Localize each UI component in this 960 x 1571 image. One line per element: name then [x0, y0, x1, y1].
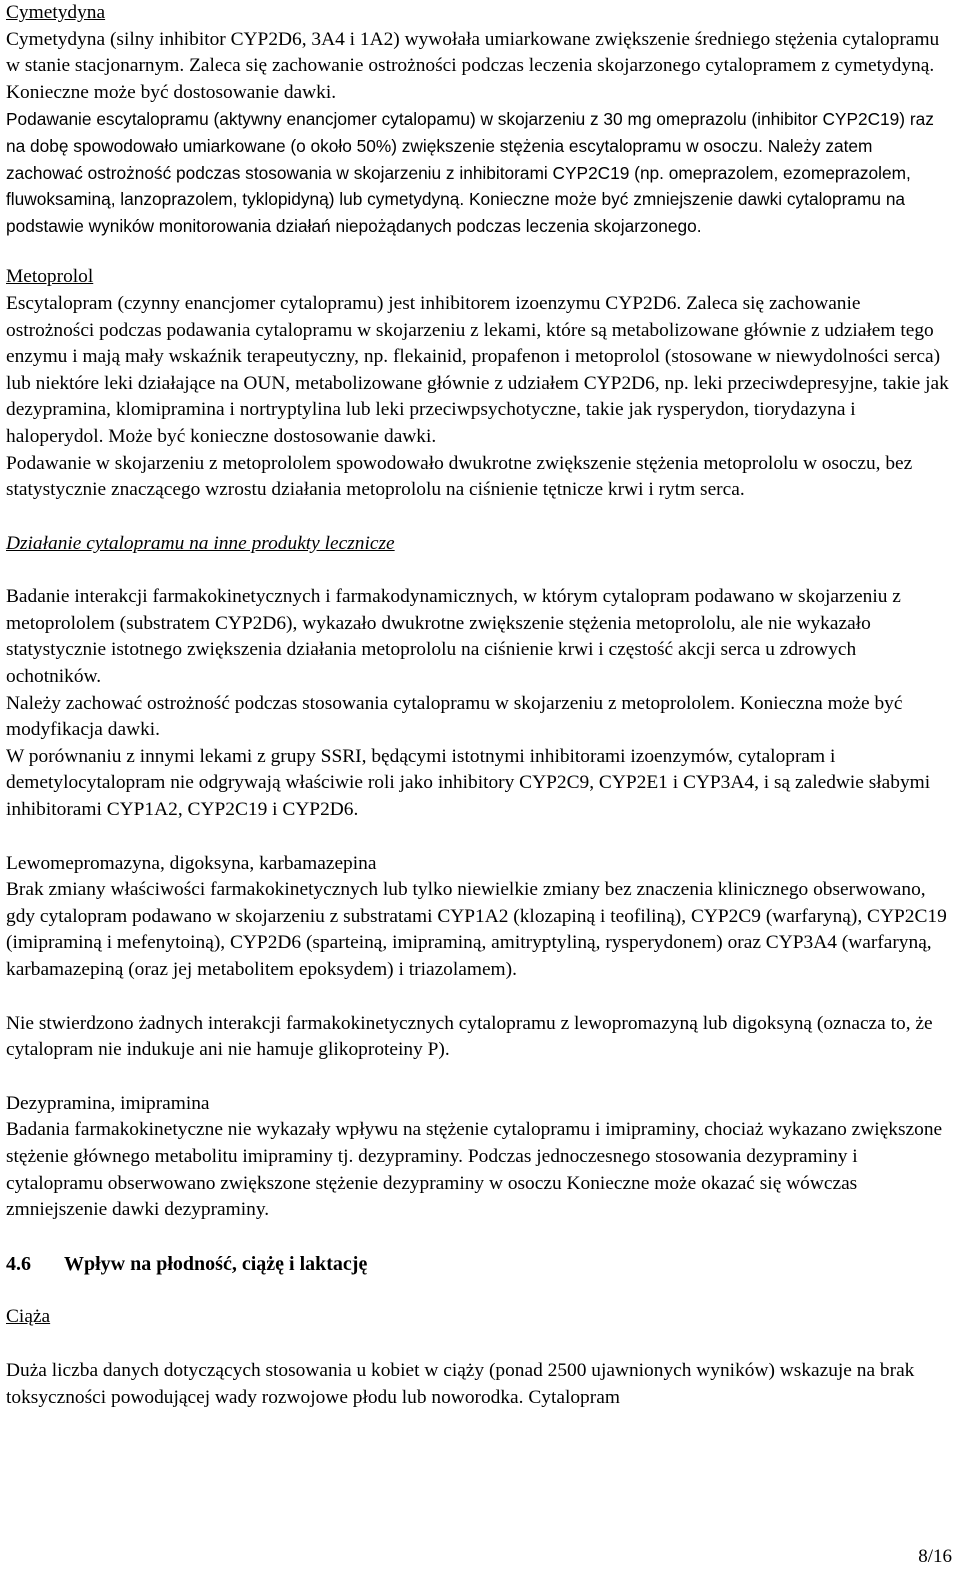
metoprolol-paragraph-2: Podawanie w skojarzeniu z metoprololem spowodowało dwukrotne zwiększenie stężenia metoprololu w osoczu, bez statystycznie znaczącego wzrostu działania metoprololu na ciśnienie tętnicze krwi i rytm serca.: [6, 452, 913, 501]
cymetydyna-paragraph-2: Podawanie escytalopramu (aktywny enancjomer cytalopamu) w skojarzeniu z 30 mg omeprazolu (inhibitor CYP2C19) raz na dobę spowodowało umiarkowane (o około 50%) zwiększenie stężenia escytalopramu w osoczu. Należy zatem zachować ostrożność podczas stosowania w skojarzeniu z inhibitorami CYP2C19 (np. omeprazolem, ezomeprazolem, fluwoksaminą, lanzoprazolem, tyklopidyną) lub cymetydyną. Konieczne może być zmniejszenie dawki cytalopramu na podstawie wyników monitorowania działań niepożądanych podczas leczenia skojarzonego.: [6, 109, 934, 236]
cymetydyna-heading: Cymetydyna: [6, 2, 106, 23]
dezypramina-heading: Dezypramina, imipramina: [6, 1092, 210, 1114]
document-page: [6, 0, 952, 1411]
dzialanie-heading: Działanie cytalopramu na inne produkty lecznicze: [6, 532, 395, 554]
metoprolol-heading: Metoprolol: [6, 266, 94, 288]
section-4-6-number: 4.6: [6, 1252, 31, 1275]
dezypramina-paragraph-1: Badania farmakokinetyczne nie wykazały wpływu na stężenie cytalopramu i imipraminy, chociaż wykazano zwiększone stężenie głównego metabolitu imipraminy tj. dezypraminy. Podczas jednoczesnego stosowania dezypraminy i cytalopramu obserwowano zwiększone stężenie dezypraminy w osoczu Konieczne może okazać się wówczas zmniejszenie dawki dezypraminy.: [6, 1119, 943, 1221]
lewomepromazyna-heading: Lewomepromazyna, digoksyna, karbamazepina: [6, 852, 377, 874]
section-4-6-title: Wpływ na płodność, ciążę i laktację: [64, 1252, 368, 1275]
dzialanie-paragraph-1: Badanie interakcji farmakokinetycznych i farmakodynamicznych, w którym cytalopram podawano w skojarzeniu z metoprololem (substratem CYP2D6), wykazało dwukrotne zwiększenie stężenia metoprololu, ale nie wykazało statystycznie istotnego zwiększenia działania metoprololu na ciśnienie krwi i częstość akcji serca u zdrowych ochotników.: [6, 586, 901, 688]
cymetydyna-paragraph-1: Cymetydyna (silny inhibitor CYP2D6, 3A4 i 1A2) wywołała umiarkowane zwiększenie średniego stężenia cytalopramu w stanie stacjonarnym. Zaleca się zachowanie ostrożności podczas leczenia skojarzonego cytalopramem z cymetydyną. Konieczne może być dostosowanie dawki.: [6, 28, 940, 103]
page-number: 8/16: [918, 1546, 952, 1567]
ciaza-paragraph-1: Duża liczba danych dotyczących stosowania u kobiet w ciąży (ponad 2500 ujawnionych wyników) wskazuje na brak toksyczności powodującej wady rozwojowe płodu lub noworodka. Cytalopram: [6, 1359, 915, 1408]
section-4-6-heading: [6, 1251, 952, 1278]
metoprolol-paragraph-1: Escytalopram (czynny enancjomer cytalopramu) jest inhibitorem izoenzymu CYP2D6. Zaleca się zachowanie ostrożności podczas podawania cytalopramu w skojarzeniu z lekami, które są metabolizowane głównie z udziałem tego enzymu i mają mały wskaźnik terapeutyczny, np. flekainid, propafenon i metoprolol (stosowane w niewydolności serca) lub niektóre leki działające na OUN, metabolizowane głównie z udziałem CYP2D6, np. leki przeciwdepresyjne, takie jak dezypramina, klomipramina i nortryptylina lub leki przeciwpsychotyczne, takie jak rysperydon, tiorydazyna i haloperydol. Może być konieczne dostosowanie dawki.: [6, 292, 949, 447]
dzialanie-paragraph-3: W porównaniu z innymi lekami z grupy SSRI, będącymi istotnymi inhibitorami izoenzymów, cytalopram i demetylocytalopram nie odgrywają właściwie roli jako inhibitory CYP2C9, CYP2E1 i CYP3A4, i są zaledwie słabymi inhibitorami CYP1A2, CYP2C19 i CYP2D6.: [6, 745, 931, 821]
lewomepromazyna-paragraph-2: Nie stwierdzono żadnych interakcji farmakokinetycznych cytalopramu z lewopromazyną lub digoksyną (oznacza to, że cytalopram nie indukuje ani nie hamuje glikoproteiny P).: [6, 1012, 933, 1061]
ciaza-heading: Ciąża: [6, 1306, 51, 1328]
lewomepromazyna-paragraph-1: Brak zmiany właściwości farmakokinetycznych lub tylko niewielkie zmiany bez znaczenia klinicznego obserwowano, gdy cytalopram podawano w skojarzeniu z substratami CYP1A2 (klozapiną i teofiliną), CYP2C9 (warfaryną), CYP2C19 (imipraminą i mefenytoiną), CYP2D6 (sparteiną, imipraminą, amitryptyliną, rysperydonem) oraz CYP3A4 (warfaryną, karbamazepiną (oraz jej metabolitem epoksydem) i triazolamem).: [6, 879, 947, 980]
dzialanie-paragraph-2: Należy zachować ostrożność podczas stosowania cytalopramu w skojarzeniu z metoprololem. Konieczna może być modyfikacja dawki.: [6, 692, 903, 741]
